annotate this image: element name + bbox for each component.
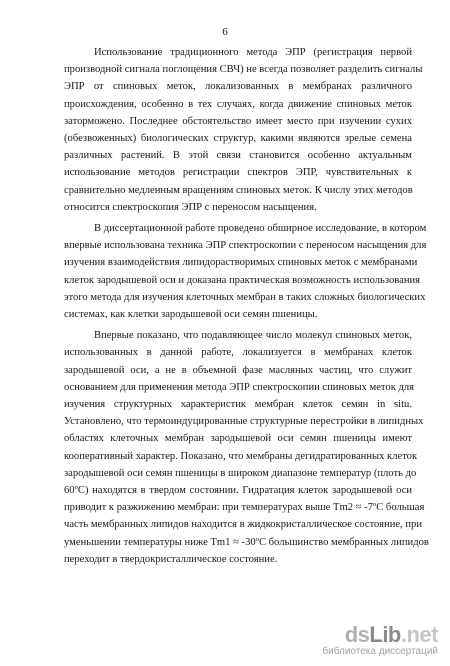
paragraph-3 (64, 327, 429, 568)
text-line: сравнительно медленным вращениям спиновых меток. К числу этих методов (64, 184, 413, 196)
text-line: этого метода для изучения клеточных мембран в таких сложных биологических (64, 291, 426, 303)
text-line: происхождения, особенно в тех случаях, когда движение спиновых меток (64, 98, 412, 110)
text-line: уменьшении температуры ниже Tm1 ≈ -30ºС большинство мембранных липидов (64, 536, 429, 548)
text-line: кооперативный характер. Показано, что мембраны дегидратированных клеток (64, 450, 418, 462)
text-line: приводит к разжижению мембран: при температурах выше Tm2 ≈ -7ºС большая (64, 502, 425, 514)
text-line: производной сигнала поглощения СВЧ) не всегда позволяет разделить сигналы (64, 64, 423, 76)
text-line: часть мембранных липидов находится в жидкокристаллическое состояние, при (64, 519, 422, 531)
text-line: использованных в данной работе, локализуется в мембранах клеток (64, 347, 412, 359)
text-line: Использование традиционного метода ЭПР (регистрация первой (94, 47, 412, 58)
text-line: основанием для применения метода ЭПР спектроскопии спиновых меток для (64, 381, 415, 393)
paragraph-2 (64, 220, 427, 323)
page-number: 6 (222, 26, 228, 38)
dslib-logo: dsLib.net (344, 622, 438, 647)
text-line: Впервые показано, что подавляющее число молекул спиновых меток, (94, 330, 412, 342)
text-line: 60ºС) находятся в твердом состоянии. Гидратация клеток зародышевой оси (64, 485, 412, 497)
text-line: переходит в твердокристаллическое состояние. (64, 553, 278, 565)
text-line: областях клеточных мембран зародышевой оси семян пшеницы имеют (64, 433, 412, 445)
text-line: зародышевой оси семян пшеницы в широком диапазоне температур (плоть до (64, 467, 417, 479)
text-line: заторможено. Последнее обстоятельство имеет место при изучении сухих (64, 115, 412, 127)
text-line: клеток зародышевой оси и доказана практическая возможность использования (64, 274, 421, 286)
document-body (64, 44, 429, 568)
text-line: относится спектроскопия ЭПР с переносом насыщения. (64, 201, 317, 213)
paragraph-1 (64, 44, 423, 216)
text-line: изучения структурных характеристик мембран клеток семян in situ. (64, 399, 412, 411)
text-line: ЭПР от спиновых меток, локализованных в мембранах различного (64, 81, 412, 93)
text-line: впервые использована техника ЭПР спектроскопии с переносом насыщения для (64, 240, 427, 252)
watermark-subtitle: библиотека диссертаций (322, 646, 438, 657)
text-line: использование методов регистрации спектров ЭПР, чувствительных к (64, 167, 412, 179)
text-line: системах, как клетки зародышевой оси семян пшеницы. (64, 309, 318, 321)
text-line: зародышевой оси, а не в объемной фазе масляных частиц, что служит (64, 364, 412, 376)
text-line: изучения взаимодействия липидорастворимых спиновых меток с мембранами (64, 257, 418, 269)
text-line: различных растений. В этой связи становится особенно актуальным (64, 150, 412, 162)
text-line: (обезвоженных) биологических структур, какими являются зрелые семена (64, 133, 412, 145)
watermark (322, 624, 438, 658)
text-line: Установлено, что термоиндуцированные структурные перестройки в липидных (64, 416, 424, 428)
text-line: В диссертационной работе проведено обширное исследование, в котором (94, 223, 427, 235)
